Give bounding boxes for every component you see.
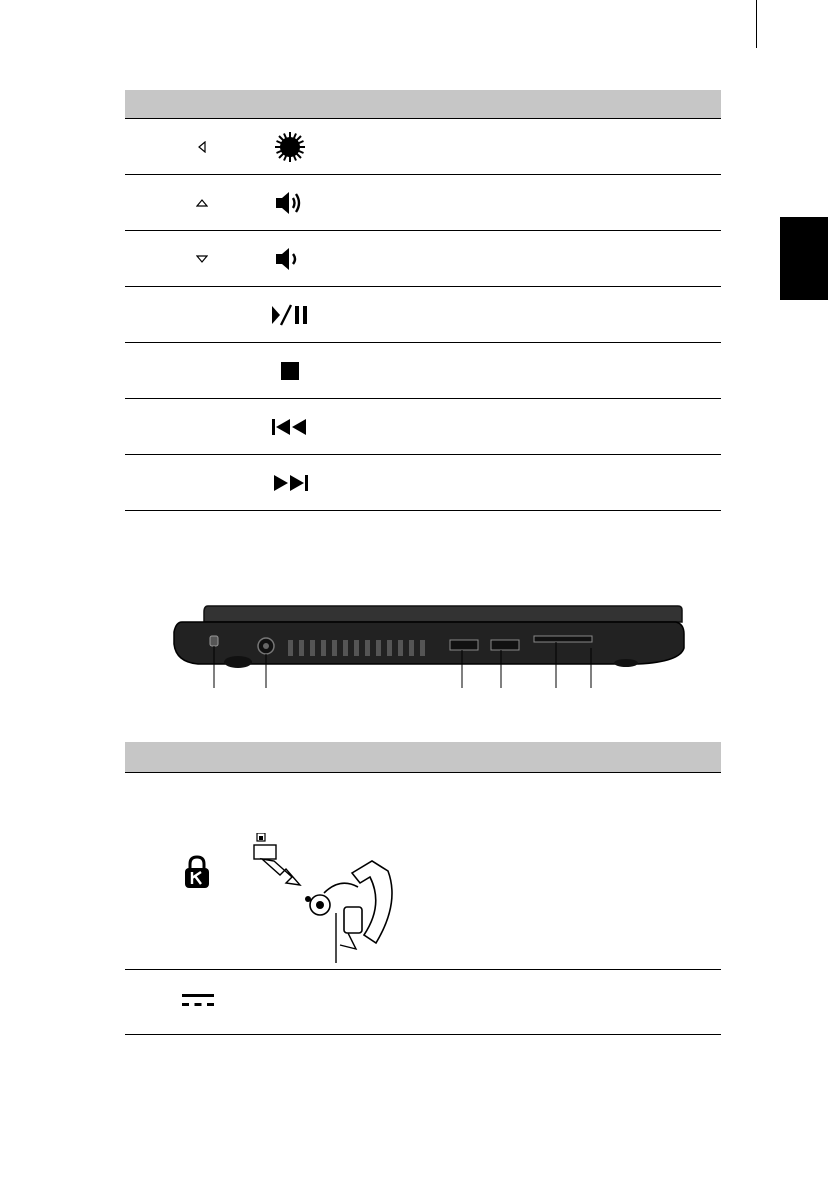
next-track-icon — [268, 465, 312, 501]
chapter-tab — [780, 217, 828, 300]
table-row — [125, 343, 721, 399]
table-row — [125, 773, 721, 970]
table-row — [125, 287, 721, 343]
previous-track-icon — [268, 409, 312, 445]
table-row — [125, 175, 721, 231]
laptop-side-view-illustration — [168, 598, 688, 690]
kensington-lock-icon — [183, 855, 211, 889]
lock-installation-illustration — [240, 833, 400, 963]
hotkey-table-header — [125, 90, 721, 119]
volume-down-icon — [268, 241, 312, 277]
stop-icon — [268, 353, 312, 389]
brightness-up-icon — [268, 129, 312, 165]
arrow-down-icon — [195, 252, 209, 266]
table-row — [125, 231, 721, 287]
crop-mark — [756, 0, 757, 48]
dc-in-icon — [180, 991, 216, 1009]
volume-up-icon — [268, 185, 312, 221]
table-row — [125, 970, 721, 1035]
table-row — [125, 399, 721, 455]
hotkey-table — [125, 90, 721, 511]
table-row — [125, 455, 721, 511]
arrow-up-icon — [195, 196, 209, 210]
table-row — [125, 119, 721, 175]
play-pause-icon — [268, 297, 312, 333]
arrow-left-icon — [195, 140, 209, 154]
port-table-header — [125, 742, 721, 773]
port-table — [125, 742, 721, 1035]
